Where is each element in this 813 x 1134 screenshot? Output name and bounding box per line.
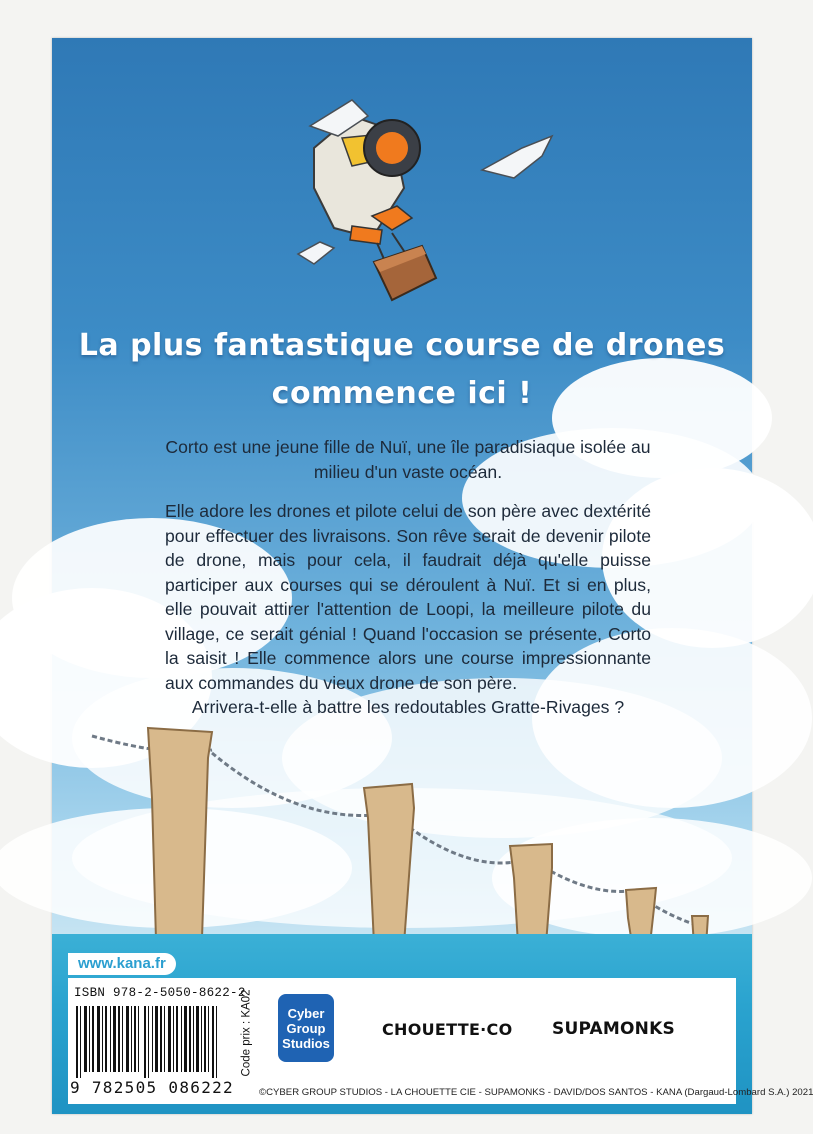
blurb-paragraph-2 [165,499,651,720]
cyber-group-logo-line-3: Studios [282,1035,330,1051]
cyber-group-logo-line-1: Cyber [287,1005,325,1021]
website-badge: www.kana.fr [68,953,176,975]
isbn-label: ISBN 978-2-5050-8622-2 [74,986,246,1000]
blurb-paragraph-2-last-line: Arrivera-t-elle à battre les redoutables Gratte-Rivages ? [191,697,625,717]
headline-line-2: commence ici ! [271,376,533,411]
barcode-icon [74,1006,224,1078]
price-code-text: Code prix : KA02 [240,989,252,1077]
price-code [238,984,254,1082]
blurb-paragraph-1: Corto est une jeune fille de Nuï, une île paradisiaque isolée au milieu d'un vaste océan. [165,437,651,482]
headline-line-1: La plus fantastique course de drones [78,328,726,363]
cyber-group-logo-line-2: Group [286,1020,326,1036]
copyright-line: ©CYBER GROUP STUDIOS - LA CHOUETTE CIE - SUPAMONKS - DAVID/DOS SANTOS - KANA (Dargaud-Lombard S.A.) 2021 [259,1087,813,1098]
blurb-paragraph-2-body: Elle adore les drones et pilote celui de son père avec dextérité pour effectuer des livraisons. Son rêve serait de devenir pilote de drone, mais pour cela, il faudrait déjà qu'elle puisse participer aux courses qui se déroulent à Nuï. Et si en plus, elle pouvait attirer l'attention de Loopi, la meilleure pilote du village, ce serait génial ! Quand l'occasion se présente, Corto la saisit ! Elle commence alors une course impressionnante aux commandes du vieux drone de son père. [165,501,651,693]
chouette-co-logo: CHOUETTE·CO [382,1020,513,1039]
barcode-digits: 9 782505 086222 [70,1078,234,1097]
supamonks-logo: SUPAMONKS [552,1019,675,1039]
legal-panel [68,978,813,1104]
drone-illustration [314,116,436,300]
book-back-cover [52,38,813,1114]
cyber-group-studios-logo [278,994,334,1062]
